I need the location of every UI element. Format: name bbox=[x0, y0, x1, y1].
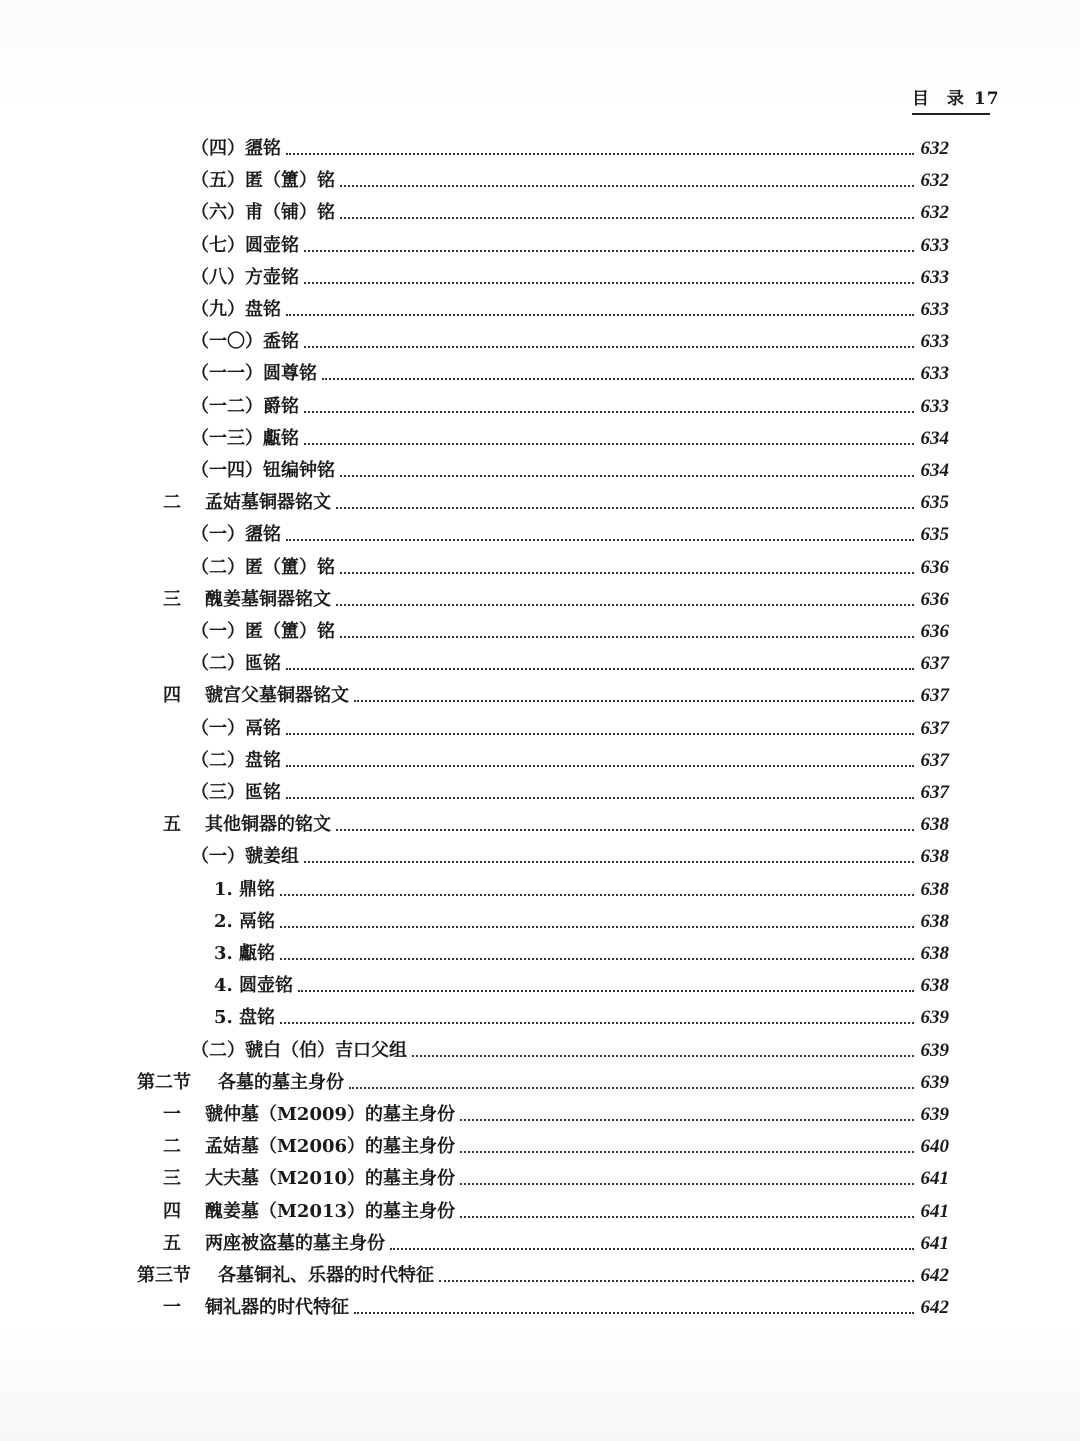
toc-entry-title: 醜姜墓铜器铭文 bbox=[205, 588, 331, 610]
toc-entry bbox=[191, 613, 949, 643]
toc-entry-title: 1. 鼎铭 bbox=[214, 878, 276, 900]
dot-leader bbox=[286, 668, 914, 670]
dot-leader bbox=[304, 443, 914, 445]
dot-leader bbox=[460, 1216, 914, 1218]
header-title: 目 录 bbox=[912, 89, 970, 109]
toc-entry-page: 638 bbox=[920, 814, 949, 836]
dot-leader bbox=[280, 1022, 914, 1024]
dot-leader bbox=[340, 572, 914, 574]
toc-entry-page: 639 bbox=[920, 1104, 949, 1125]
toc-entry-number: 一 bbox=[163, 1297, 181, 1319]
toc-entry-title: 醜姜墓（M2013）的墓主身份 bbox=[205, 1200, 456, 1222]
toc-entry-page: 639 bbox=[920, 1007, 949, 1029]
dot-leader bbox=[340, 185, 914, 187]
toc-entry-title: （九）盘铭 bbox=[191, 299, 281, 320]
toc-entry-title: （一）虢姜组 bbox=[191, 846, 299, 868]
toc-entry-page: 633 bbox=[920, 363, 949, 385]
dot-leader bbox=[286, 314, 914, 316]
toc-entry-page: 632 bbox=[920, 170, 949, 192]
toc-entry bbox=[163, 581, 949, 611]
toc-entry bbox=[191, 420, 949, 450]
toc-entry-page: 633 bbox=[920, 234, 949, 256]
toc-entry-page: 634 bbox=[920, 427, 949, 449]
toc-entry-page: 638 bbox=[920, 878, 949, 900]
dot-leader bbox=[336, 829, 914, 831]
toc-entry-page: 633 bbox=[920, 299, 949, 320]
toc-entry-number: 五 bbox=[163, 814, 181, 836]
toc-entry-title: （一二）爵铭 bbox=[191, 395, 299, 417]
dot-leader bbox=[286, 539, 914, 541]
toc-entry-page: 638 bbox=[920, 910, 949, 932]
toc-entry bbox=[163, 806, 949, 836]
toc-entry-page: 632 bbox=[920, 138, 949, 159]
toc-entry-number: 四 bbox=[163, 1200, 181, 1222]
toc-entry-title: 孟姞墓（M2006）的墓主身份 bbox=[205, 1136, 456, 1158]
toc-entry-title: 其他铜器的铭文 bbox=[205, 814, 331, 836]
toc-entry bbox=[191, 194, 949, 224]
toc-entry-page: 637 bbox=[920, 717, 949, 739]
dot-leader bbox=[286, 797, 914, 799]
dot-leader bbox=[354, 1312, 914, 1314]
toc-entry-number: 二 bbox=[163, 492, 181, 514]
toc-entry-title: （六）甫（铺）铭 bbox=[191, 202, 335, 224]
toc-entry-page: 634 bbox=[920, 460, 949, 481]
dot-leader bbox=[304, 250, 914, 252]
toc-entry-title: 各墓铜礼、乐器的时代特征 bbox=[218, 1265, 434, 1286]
toc-entry bbox=[163, 1160, 949, 1190]
toc-entry-page: 636 bbox=[920, 588, 949, 610]
toc-entry bbox=[214, 871, 949, 901]
toc-entry bbox=[163, 1096, 949, 1126]
toc-entry-title: 虢宫父墓铜器铭文 bbox=[205, 685, 349, 707]
dot-leader bbox=[286, 765, 914, 767]
toc-entry-page: 637 bbox=[920, 782, 949, 803]
dot-leader bbox=[439, 1280, 914, 1282]
toc-entry bbox=[191, 355, 949, 385]
toc-entry-title: 5. 盘铭 bbox=[214, 1007, 276, 1029]
toc-entry-title: 2. 鬲铭 bbox=[214, 910, 276, 932]
toc-entry-page: 640 bbox=[920, 1136, 949, 1158]
toc-entry-number: 第三节 bbox=[137, 1265, 191, 1286]
toc-entry bbox=[163, 1225, 949, 1255]
dot-leader bbox=[340, 636, 914, 638]
toc-entry bbox=[163, 1289, 949, 1319]
toc-entry-page: 633 bbox=[920, 266, 949, 288]
toc-entry bbox=[191, 742, 949, 772]
toc-entry bbox=[163, 484, 949, 514]
toc-entry-number: 三 bbox=[163, 1168, 181, 1190]
toc-entry-title: 4. 圆壶铭 bbox=[214, 975, 294, 997]
toc-entry-title: （二）匿（簠）铭 bbox=[191, 556, 335, 578]
toc-entry bbox=[191, 130, 949, 160]
toc-entry-title: （五）匿（簠）铭 bbox=[191, 170, 335, 192]
toc-entry-title: 虢仲墓（M2009）的墓主身份 bbox=[205, 1104, 456, 1125]
dot-leader bbox=[304, 346, 914, 348]
toc-entry bbox=[191, 291, 949, 321]
dot-leader bbox=[336, 604, 914, 606]
toc-entry-page: 639 bbox=[920, 1039, 949, 1061]
toc-entry-title: （二）匜铭 bbox=[191, 653, 281, 675]
toc-entry-title: （四）盨铭 bbox=[191, 138, 281, 159]
toc-entry-page: 637 bbox=[920, 749, 949, 771]
dot-leader bbox=[460, 1151, 914, 1153]
dot-leader bbox=[349, 1087, 914, 1089]
dot-leader bbox=[336, 507, 914, 509]
toc-entry-page: 637 bbox=[920, 653, 949, 675]
toc-entry bbox=[137, 1257, 949, 1287]
toc-entry-page: 642 bbox=[920, 1265, 949, 1286]
dot-leader bbox=[390, 1248, 914, 1250]
toc-entry-title: （七）圆壶铭 bbox=[191, 234, 299, 256]
dot-leader bbox=[354, 700, 914, 702]
toc-entry bbox=[163, 1193, 949, 1223]
toc-entry bbox=[163, 677, 949, 707]
dot-leader bbox=[322, 378, 914, 380]
toc-entry-page: 638 bbox=[920, 943, 949, 964]
toc-entry-title: （一）鬲铭 bbox=[191, 717, 281, 739]
dot-leader bbox=[412, 1055, 914, 1057]
toc-entry bbox=[163, 1128, 949, 1158]
dot-leader bbox=[460, 1183, 914, 1185]
toc-entry bbox=[191, 774, 949, 804]
toc-entry-title: 孟姞墓铜器铭文 bbox=[205, 492, 331, 514]
toc-entry-number: 一 bbox=[163, 1104, 181, 1125]
toc-entry-page: 636 bbox=[920, 621, 949, 642]
toc-entry-page: 633 bbox=[920, 331, 949, 353]
toc-entry-page: 636 bbox=[920, 556, 949, 578]
toc-entry bbox=[191, 452, 949, 482]
toc-entry bbox=[214, 935, 949, 965]
dot-leader bbox=[340, 217, 914, 219]
toc-entry-title: （三）匜铭 bbox=[191, 782, 281, 803]
toc-entry-title: （一）匿（簠）铭 bbox=[191, 621, 335, 642]
toc-entry-number: 二 bbox=[163, 1136, 181, 1158]
toc-entry-page: 639 bbox=[920, 1071, 949, 1093]
toc-entry-page: 638 bbox=[920, 975, 949, 997]
toc-entry bbox=[191, 516, 949, 546]
dot-leader bbox=[280, 958, 914, 960]
toc-entry-page: 642 bbox=[920, 1297, 949, 1319]
toc-entry bbox=[191, 710, 949, 740]
toc-entry bbox=[191, 549, 949, 579]
running-header bbox=[912, 84, 1000, 115]
dot-leader bbox=[286, 153, 914, 155]
toc-entry-title: （一）盨铭 bbox=[191, 524, 281, 546]
toc-entry-title: （二）盘铭 bbox=[191, 749, 281, 771]
dot-leader bbox=[304, 411, 914, 413]
toc-entry bbox=[191, 227, 949, 257]
toc-entry bbox=[191, 645, 949, 675]
dot-leader bbox=[286, 733, 914, 735]
dot-leader bbox=[460, 1119, 914, 1121]
toc-entry-number: 第二节 bbox=[137, 1071, 191, 1093]
dot-leader bbox=[304, 861, 914, 863]
toc-entry-title: （一〇）盉铭 bbox=[191, 331, 299, 353]
toc-entry-page: 641 bbox=[920, 1200, 949, 1222]
dot-leader bbox=[304, 282, 914, 284]
dot-leader bbox=[340, 475, 914, 477]
toc-entry-page: 641 bbox=[920, 1232, 949, 1254]
toc-entry-title: （一四）钮编钟铭 bbox=[191, 460, 335, 481]
toc-entry bbox=[214, 903, 949, 933]
toc-entry bbox=[191, 838, 949, 868]
toc-entry-title: 铜礼器的时代特征 bbox=[205, 1297, 349, 1319]
toc-entry-title: 3. 甗铭 bbox=[214, 943, 276, 964]
toc-entry-page: 633 bbox=[920, 395, 949, 417]
dot-leader bbox=[280, 926, 914, 928]
toc-entry bbox=[191, 1032, 949, 1062]
toc-entry bbox=[137, 1064, 949, 1094]
header-page-number: 17 bbox=[973, 89, 1000, 109]
toc-entry-page: 635 bbox=[920, 492, 949, 514]
toc-entry-title: 大夫墓（M2010）的墓主身份 bbox=[205, 1168, 456, 1190]
toc-entry bbox=[191, 323, 949, 353]
toc-entry-page: 635 bbox=[920, 524, 949, 546]
toc-entry-title: （八）方壶铭 bbox=[191, 266, 299, 288]
toc-entry-page: 638 bbox=[920, 846, 949, 868]
toc-entry-number: 五 bbox=[163, 1232, 181, 1254]
dot-leader bbox=[298, 990, 914, 992]
toc-entry bbox=[191, 259, 949, 289]
toc-entry-page: 632 bbox=[920, 202, 949, 224]
toc-entry-title: 两座被盗墓的墓主身份 bbox=[205, 1232, 385, 1254]
toc-entry-title: 各墓的墓主身份 bbox=[218, 1071, 344, 1093]
toc-entry bbox=[214, 999, 949, 1029]
toc-entry-title: （一一）圆尊铭 bbox=[191, 363, 317, 385]
toc-entry bbox=[191, 162, 949, 192]
toc-entry bbox=[191, 388, 949, 418]
dot-leader bbox=[280, 894, 914, 896]
toc-entry-title: （二）虢白（伯）吉口父组 bbox=[191, 1039, 407, 1061]
toc-entry-page: 641 bbox=[920, 1168, 949, 1190]
toc-entry-title: （一三）甗铭 bbox=[191, 427, 299, 449]
toc-entry-page: 637 bbox=[920, 685, 949, 707]
toc-entry-number: 三 bbox=[163, 588, 181, 610]
toc-entry bbox=[214, 967, 949, 997]
toc-entry-number: 四 bbox=[163, 685, 181, 707]
